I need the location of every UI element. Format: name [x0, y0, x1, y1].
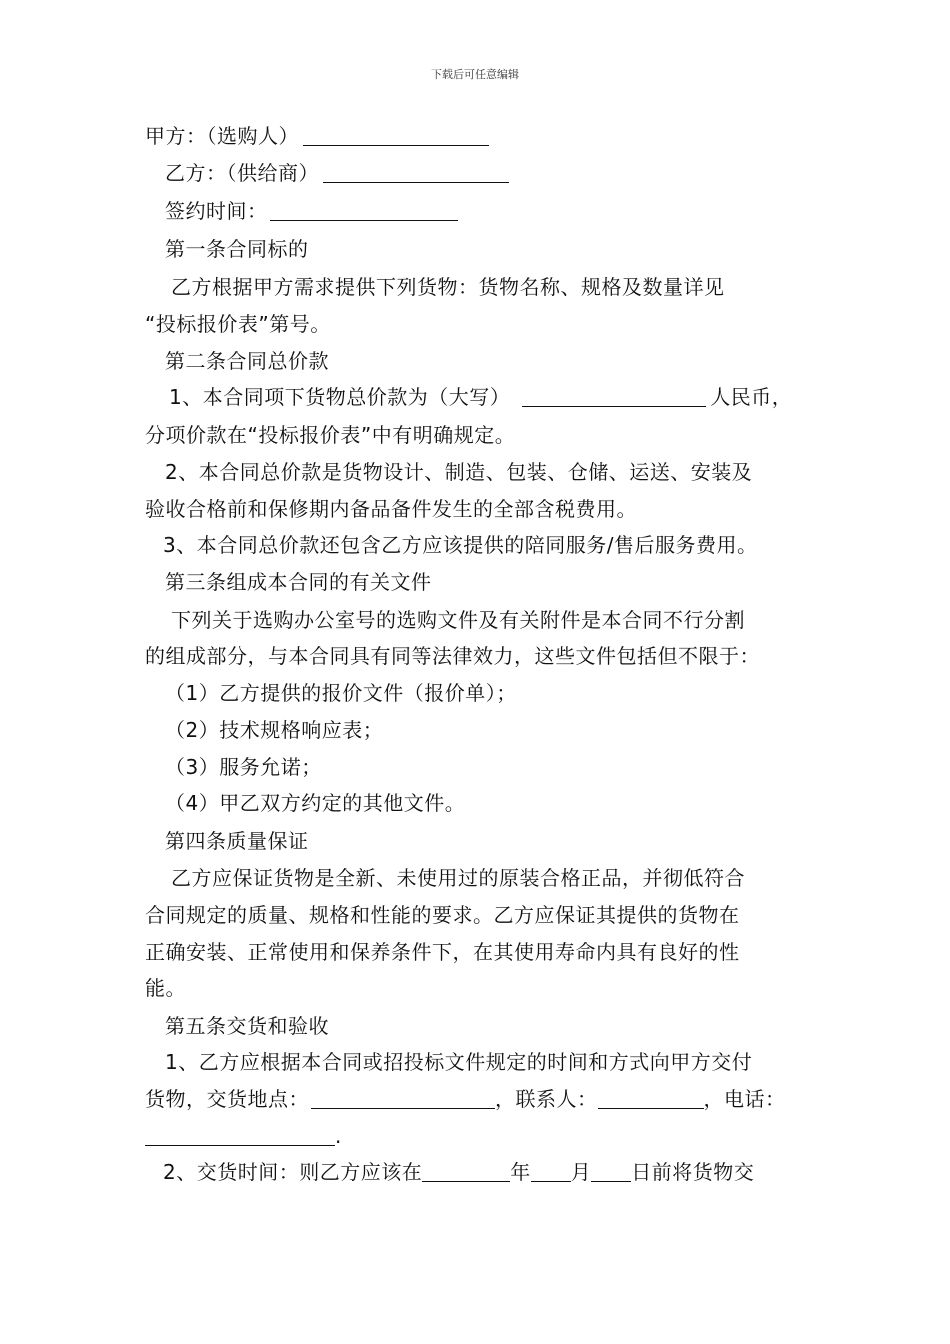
article-4-text: 合同规定的质量、规格和性能的要求。乙方应保证其提供的货物在	[145, 903, 740, 927]
delivery-place-blank[interactable]	[311, 1088, 495, 1109]
delivery-place-label: 货物，交货地点：	[145, 1087, 309, 1111]
year-blank[interactable]	[422, 1161, 510, 1182]
phone-line	[145, 1122, 342, 1150]
sign-time-blank[interactable]	[270, 200, 458, 221]
article-5-item-1-cont	[145, 1085, 786, 1113]
article-2-item-1-text: 1、本合同项下货物总价款为（大写）	[169, 385, 511, 409]
article-1-title: 第一条合同标的	[165, 237, 309, 261]
phone-blank[interactable]	[145, 1125, 335, 1146]
contact-blank[interactable]	[598, 1088, 704, 1109]
article-4-text: 乙方应保证货物是全新、未使用过的原装合格正品，并彻低符合	[171, 866, 745, 890]
header-note: 下载后可任意编辑	[431, 68, 519, 81]
party-a-blank[interactable]	[303, 125, 489, 146]
article-3-list-item: （1）乙方提供的报价文件（报价单）；	[165, 681, 517, 705]
article-5-title: 第五条交货和验收	[165, 1014, 329, 1038]
article-2-title: 第二条合同总价款	[165, 349, 329, 373]
article-4-text: 能。	[145, 976, 186, 1000]
article-3-text: 的组成部分，与本合同具有同等法律效力，这些文件包括但不限于：	[145, 644, 760, 668]
article-4-text: 正确安装、正常使用和保养条件下，在其使用寿命内具有良好的性	[145, 940, 740, 964]
month-label: 月	[570, 1160, 592, 1184]
party-a-line	[145, 122, 489, 150]
article-2-item-2: 2、本合同总价款是货物设计、制造、包装、仓储、运送、安装及	[165, 460, 753, 484]
article-3-list-item: （2）技术规格响应表；	[165, 718, 384, 742]
article-5-item-1: 1、乙方应根据本合同或招投标文件规定的时间和方式向甲方交付	[165, 1050, 753, 1074]
currency-label: 人民币，	[710, 385, 793, 409]
phone-end: .	[335, 1124, 342, 1148]
article-3-list-item: （3）服务允诺；	[165, 755, 322, 779]
article-3-text: 下列关于选购办公室号的选购文件及有关附件是本合同不行分割	[171, 608, 745, 632]
day-text: 日前将货物交	[631, 1160, 755, 1184]
party-b-blank[interactable]	[323, 162, 509, 183]
article-2-item-1-cont: 分项价款在“投标报价表”中有明确规定。	[145, 423, 516, 447]
article-2-item-1	[169, 383, 792, 411]
sign-time-line	[165, 197, 458, 225]
article-3-list-item: （4）甲乙双方约定的其他文件。	[165, 791, 466, 815]
year-label: 年	[510, 1160, 531, 1184]
day-blank[interactable]	[591, 1161, 631, 1182]
phone-label: ，电话：	[703, 1087, 786, 1111]
total-price-blank[interactable]	[522, 386, 706, 407]
article-2-item-3: 3、本合同总价款还包含乙方应该提供的陪同服务/售后服务费用。	[163, 533, 758, 557]
party-b-line	[165, 159, 509, 187]
delivery-time-label: 2、交货时间：则乙方应该在	[163, 1160, 423, 1184]
party-b-label: 乙方：（供给商）	[165, 161, 319, 185]
article-5-item-2	[163, 1158, 754, 1186]
party-a-label: 甲方：（选购人）	[145, 124, 299, 148]
article-1-text: “投标报价表”第号。	[145, 312, 331, 336]
article-4-title: 第四条质量保证	[165, 829, 309, 853]
article-1-text: 乙方根据甲方需求提供下列货物：货物名称、规格及数量详见	[171, 275, 725, 299]
contact-label: ，联系人：	[495, 1087, 598, 1111]
article-3-title: 第三条组成本合同的有关文件	[165, 570, 432, 594]
article-2-item-2-cont: 验收合格前和保修期内备品备件发生的全部含税费用。	[145, 497, 637, 521]
sign-time-label: 签约时间：	[165, 199, 268, 223]
month-blank[interactable]	[531, 1161, 571, 1182]
